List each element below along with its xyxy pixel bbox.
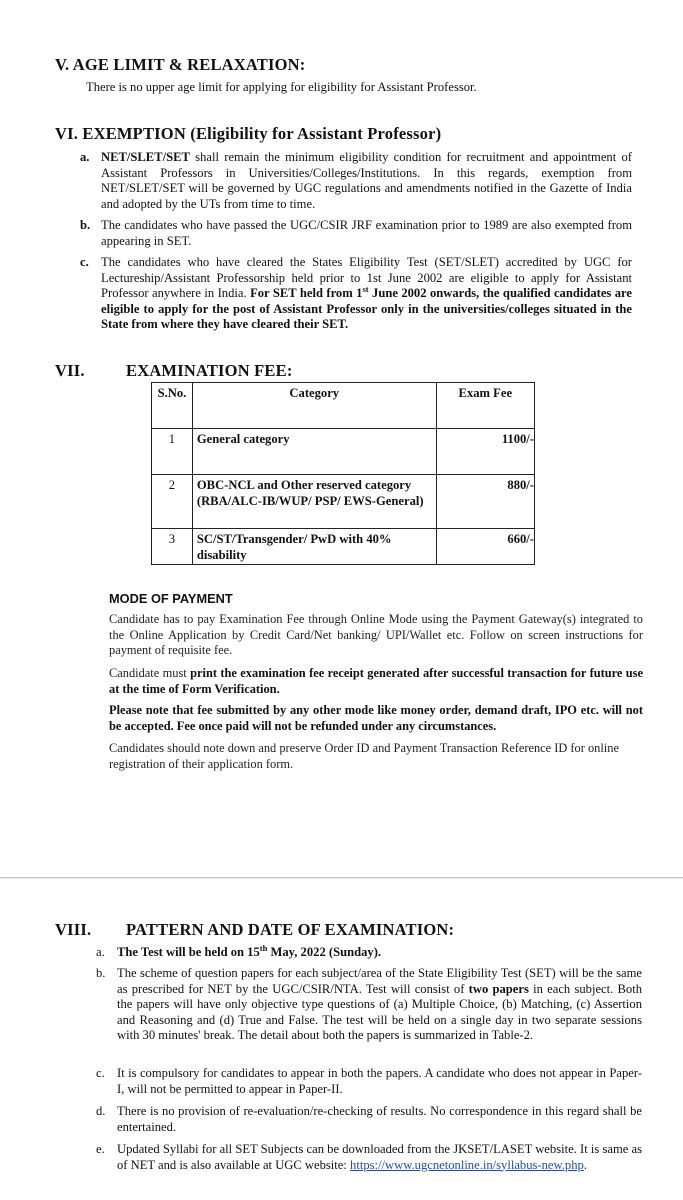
payment-paragraph-4: Candidates should note down and preserve Order ID and Payment Transaction Reference ID for online registration of their application form.	[109, 741, 619, 771]
pattern-item-c: It is compulsory for candidates to appear in both the papers. A candidate who does not appear in Paper-I, will not be permitted to appear in Paper-II.	[117, 1066, 642, 1096]
item-b-text-2: in each subject. Both the papers will have only objective type questions of (a) Multiple Choice, (b) Matching, (c) Assertion and Reasoning and (d) True and False. The test will be held on a single day in two separate sessions with 30 minutes' break. The detail about both the papers is summarized in Table-2.	[117, 981, 642, 1043]
item-e-text: Updated Syllabi for all SET Subjects can be downloaded from the JKSET/LASET website. It is same as of NET and is also available at UGC website:	[117, 1142, 642, 1172]
section-viii-heading: PATTERN AND DATE OF EXAMINATION:	[126, 920, 455, 939]
age-limit-text: There is no upper age limit for applying for eligibility for Assistant Professor.	[86, 80, 477, 94]
col-header-category: Category	[192, 383, 436, 429]
item-marker: b.	[80, 218, 91, 232]
payment-p2-plain: Candidate must	[109, 666, 191, 680]
item-e-end: .	[583, 1157, 587, 1172]
table-row	[152, 475, 535, 529]
section-vii-number: VII.	[55, 361, 85, 380]
cell-category: OBC-NCL and Other reserved category (RBA/ALC-IB/WUP/ PSP/ EWS-General)	[192, 475, 436, 529]
item-a-text: shall remain the minimum eligibility condition for recruitment and appointment of Assistant Professors in Universities/Colleges/Institutions. In this regards, exemption from NET/SLET/SET will be governed by UGC regulations and amendments notified in the Gazette of India and adopted by the UTs from time to time.	[101, 150, 632, 211]
col-header-fee: Exam Fee	[436, 383, 534, 429]
col-header-sno: S.No.	[152, 383, 193, 429]
item-a-bold-2: May, 2022 (Sunday).	[267, 945, 382, 959]
cell-fee: 880/-	[436, 475, 534, 529]
item-marker: a.	[80, 150, 90, 164]
cell-sno: 2	[152, 475, 193, 529]
pattern-item-d: There is no provision of re-evaluation/re-checking of results. No correspondence in this regard shall be entertained.	[117, 1104, 642, 1134]
cell-sno: 3	[152, 529, 193, 565]
payment-heading: MODE OF PAYMENT	[109, 591, 233, 606]
item-a-sup: th	[259, 943, 268, 953]
exemption-item-a	[101, 150, 632, 212]
payment-paragraph-1: Candidate has to pay Examination Fee through Online Mode using the Payment Gateway(s) integrated to the Online Application by Credit Card/Net banking/ UPI/Wallet etc. Follow on screen instructions for payment of requisite fee.	[109, 612, 643, 658]
item-c-sup: st	[362, 284, 369, 295]
item-a-bold-1: The Test will be held on 15	[117, 945, 260, 959]
cell-fee: 660/-	[436, 529, 534, 565]
section-vii-heading: EXAMINATION FEE:	[126, 361, 293, 380]
payment-paragraph-2	[109, 666, 643, 697]
item-c-bold-1: For SET held from 1	[250, 286, 363, 301]
item-marker: c.	[80, 255, 89, 269]
cell-category: SC/ST/Transgender/ PwD with 40% disability	[192, 529, 436, 565]
exemption-item-b: The candidates who have passed the UGC/CSIR JRF examination prior to 1989 are also exempted from appearing in SET.	[101, 218, 632, 248]
cell-sno: 1	[152, 429, 193, 475]
page-divider-shadow	[0, 878, 683, 879]
item-c-text: The candidates who have cleared the States Eligibility Test (SET/SLET) accredited by UGC for Lectureship/Assistant Professorship held prior to 1st June 2002 are eligible to apply for Assistant Professor anywhere in India.	[101, 255, 632, 301]
table-header-row	[152, 383, 535, 429]
item-marker: a.	[96, 945, 105, 959]
pattern-item-a	[117, 945, 642, 961]
item-marker: c.	[96, 1066, 105, 1080]
payment-p2-bold: print the examination fee receipt generated after successful transaction for future use at the time of Form Verification.	[109, 666, 643, 696]
page-gap	[0, 848, 683, 878]
section-viii-number: VIII.	[55, 920, 92, 939]
pattern-item-b	[117, 966, 642, 1044]
syllabus-link[interactable]: https://www.ugcnetonline.in/syllabus-new.php	[350, 1157, 584, 1172]
section-v-heading: V. AGE LIMIT & RELAXATION:	[55, 55, 306, 74]
item-b-bold: two papers	[468, 981, 529, 996]
item-b-text-1: The scheme of question papers for each subject/area of the State Eligibility Test (SET) will be the same as prescribed for NET by the UGC/CSIR/NTA. Test will consist of	[117, 966, 642, 996]
cell-category: General category	[192, 429, 436, 475]
cell-fee: 1100/-	[436, 429, 534, 475]
section-vi-heading: VI. EXEMPTION (Eligibility for Assistant Professor)	[55, 124, 442, 143]
item-marker: d.	[96, 1104, 106, 1118]
item-marker: e.	[96, 1142, 105, 1156]
exam-fee-table	[151, 382, 535, 565]
payment-paragraph-3: Please note that fee submitted by any other mode like money order, demand draft, IPO etc. will not be accepted. Fee once paid will not be refunded under any circumstances.	[109, 703, 643, 733]
table-row	[152, 529, 535, 565]
table-row	[152, 429, 535, 475]
pattern-item-e	[117, 1142, 642, 1173]
item-marker: b.	[96, 966, 106, 980]
item-a-bold: NET/SLET/SET	[101, 150, 190, 164]
exemption-item-c	[101, 255, 632, 333]
item-c-bold-2: June 2002 onwards, the qualified candidates are eligible to apply for the post of Assistant Professor only in the universities/colleges situated in the State from where they have cleared their SET.	[101, 286, 633, 332]
